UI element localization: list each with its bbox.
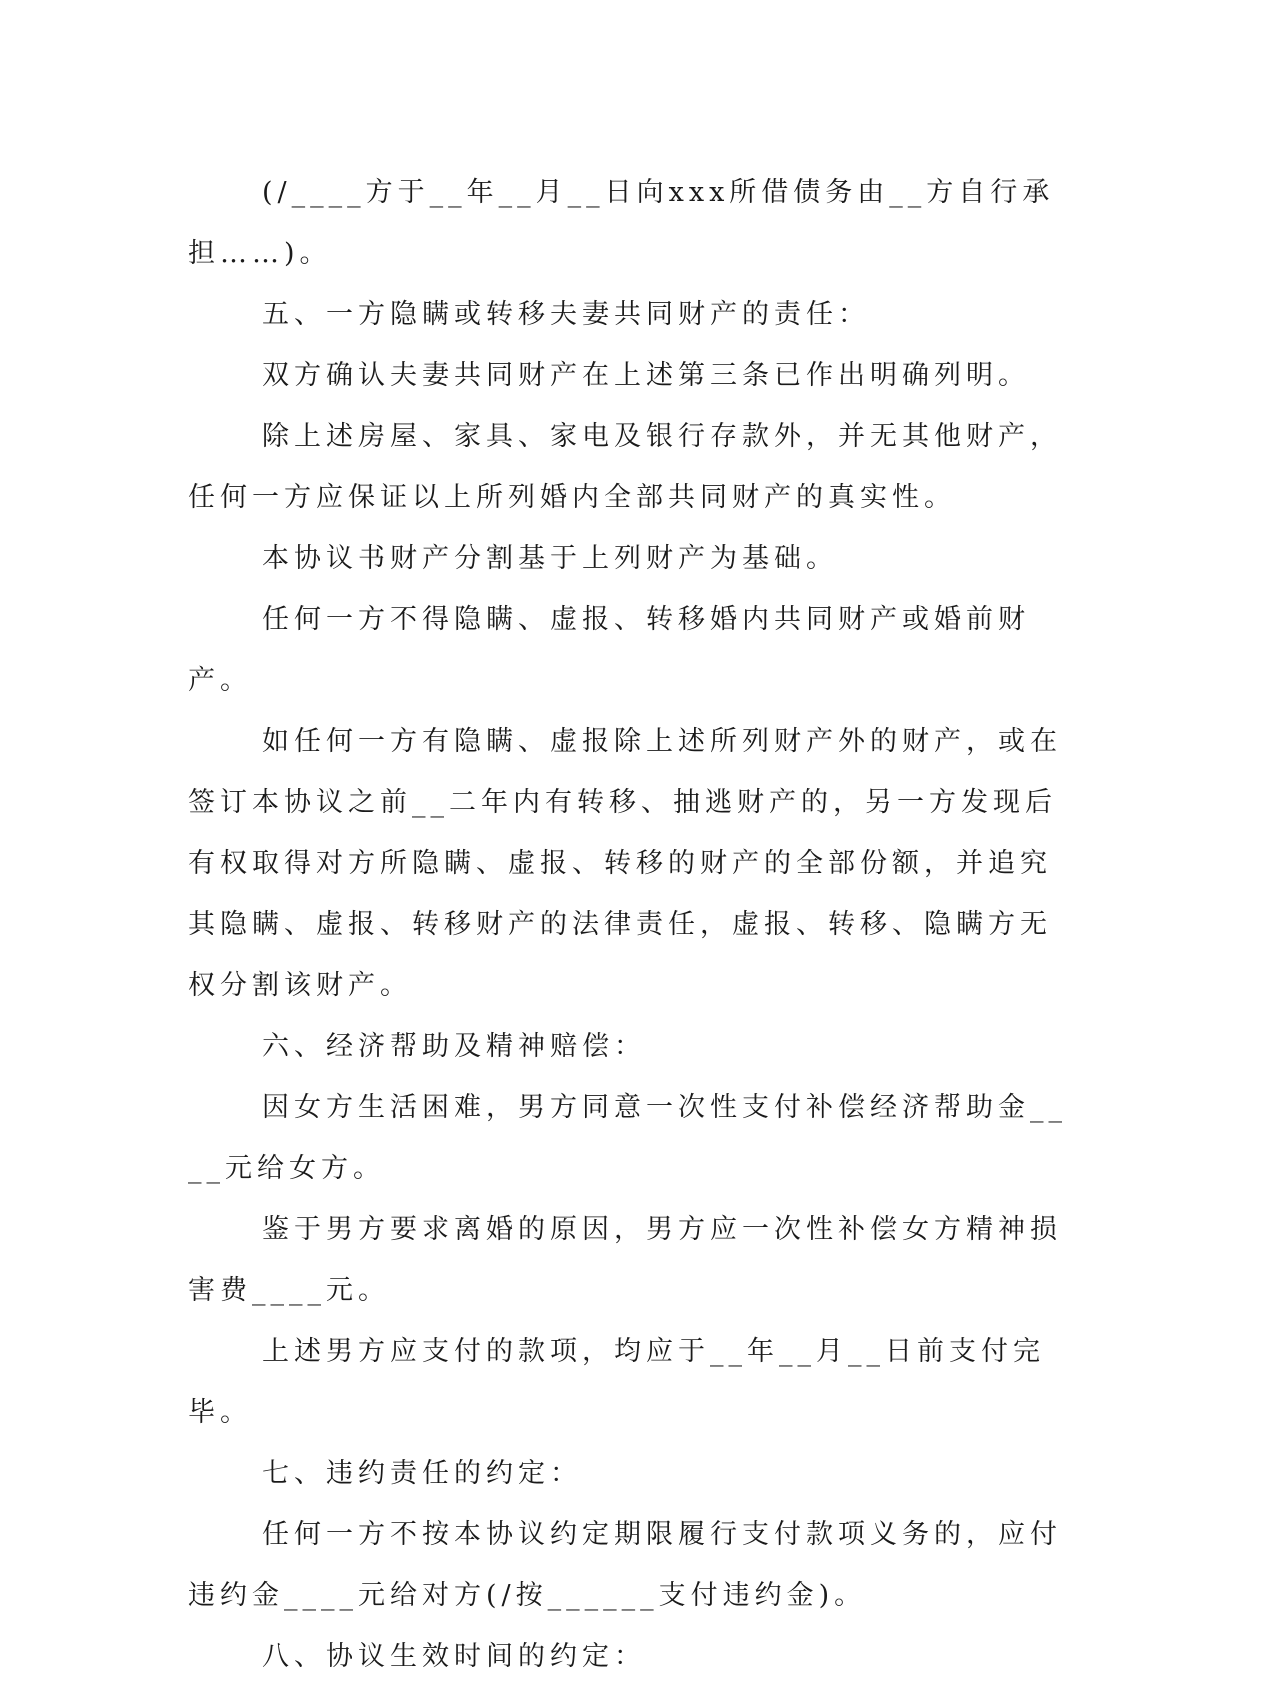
paragraph: 除上述房屋、家具、家电及银行存款外，并无其他财产，任何一方应保证以上所列婚内全部共同财产的真实性。 <box>188 421 1062 513</box>
paragraph: 任何一方不得隐瞒、虚报、转移婚内共同财产或婚前财产。 <box>188 604 1030 696</box>
paragraph: 鉴于男方要求离婚的原因，男方应一次性补偿女方精神损害费____元。 <box>188 1214 1062 1306</box>
paragraph: 本协议书财产分割基于上列财产为基础。 <box>262 543 838 574</box>
paragraph: 如任何一方有隐瞒、虚报除上述所列财产外的财产，或在签订本协议之前__二年内有转移、抽逃财产的，另一方发现后有权取得对方所隐瞒、虚报、转移的财产的全部份额，并追究其隐瞒、虚报、转移财产的法律责任，虚报、转移、隐瞒方无权分割该财产。 <box>188 726 1062 1001</box>
paragraph: 上述男方应支付的款项，均应于__年__月__日前支付完毕。 <box>188 1336 1045 1428</box>
section-7-heading: 七、违约责任的约定： <box>262 1458 582 1489</box>
section-8-heading: 八、协议生效时间的约定： <box>262 1641 646 1672</box>
paragraph: 任何一方不按本协议约定期限履行支付款项义务的，应付违约金____元给对方(/按______支付违约金)。 <box>188 1519 1062 1611</box>
section-6-heading: 六、经济帮助及精神赔偿： <box>262 1031 646 1062</box>
paragraph: 双方确认夫妻共同财产在上述第三条已作出明确列明。 <box>262 360 1030 391</box>
document-body <box>188 162 1068 1687</box>
section-5-heading: 五、一方隐瞒或转移夫妻共同财产的责任： <box>262 299 870 330</box>
paragraph-debt-clause: (/____方于__年__月__日向xxx所借债务由__方自行承担……)。 <box>188 177 1055 269</box>
paragraph: 因女方生活困难，男方同意一次性支付补偿经济帮助金____元给女方。 <box>188 1092 1067 1184</box>
